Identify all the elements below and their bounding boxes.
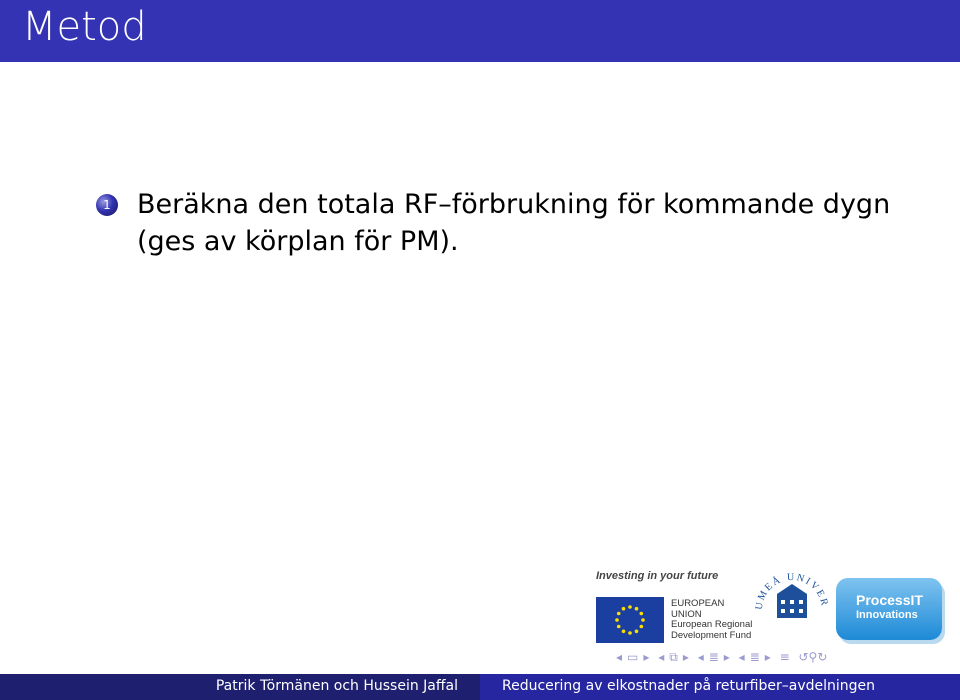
- nav-slide-icon[interactable]: ▭: [627, 650, 639, 664]
- nav-next-frame-icon[interactable]: ▸: [682, 650, 689, 664]
- nav-next-section-icon[interactable]: ▸: [764, 650, 771, 664]
- frame-title: Metod: [22, 4, 147, 50]
- eu-line1: EUROPEAN: [671, 598, 725, 609]
- nav-search-icon[interactable]: ↺⚲↻: [798, 650, 828, 664]
- eu-line3: European Regional: [671, 619, 753, 630]
- nav-prev-slide-icon[interactable]: ◂: [616, 650, 623, 664]
- eu-line4: Development Fund: [671, 629, 752, 641]
- beamer-navigation: [616, 650, 832, 668]
- footer-authors-bar: [0, 674, 480, 700]
- eu-tagline: Investing in your future: [596, 570, 719, 582]
- nav-prev-section-icon[interactable]: ◂: [738, 650, 745, 664]
- eu-text: [671, 599, 752, 641]
- svg-text:UMEÅ UNIVERSITET: UMEÅ UNIVER: [753, 571, 831, 611]
- processit-logo: [836, 578, 942, 640]
- frame-title-bar: [0, 0, 960, 62]
- processit-line1: ProcessIT: [856, 592, 923, 608]
- nav-prev-frame-icon[interactable]: ◂: [658, 650, 665, 664]
- footer-short-title: Reducering av elkostnader på returfiber–avdelningen: [502, 678, 876, 694]
- eu-flag-logo: [596, 597, 664, 643]
- footer-authors: Patrik Törmänen och Hussein Jaffal: [215, 678, 458, 694]
- eu-line2: UNION: [671, 608, 702, 620]
- nav-subsection-icon[interactable]: ≣: [708, 650, 719, 664]
- nav-prev-subsection-icon[interactable]: ◂: [697, 650, 704, 664]
- nav-frame-icon[interactable]: ⧉: [669, 650, 678, 664]
- nav-toc-icon[interactable]: ≡: [779, 650, 790, 664]
- enumerate-item-1: [96, 194, 118, 216]
- enumerate-item-text: Beräkna den totala RF–förbrukning för kommande dygn (ges av körplan för PM).: [137, 189, 891, 257]
- footer-title-bar: [480, 674, 960, 700]
- umea-university-logo: [752, 566, 832, 646]
- enumerate-ball-icon: 1: [96, 194, 118, 216]
- nav-next-slide-icon[interactable]: ▸: [643, 650, 650, 664]
- processit-line2: Innovations: [856, 609, 918, 621]
- nav-section-icon[interactable]: ≣: [749, 650, 760, 664]
- nav-next-subsection-icon[interactable]: ▸: [723, 650, 730, 664]
